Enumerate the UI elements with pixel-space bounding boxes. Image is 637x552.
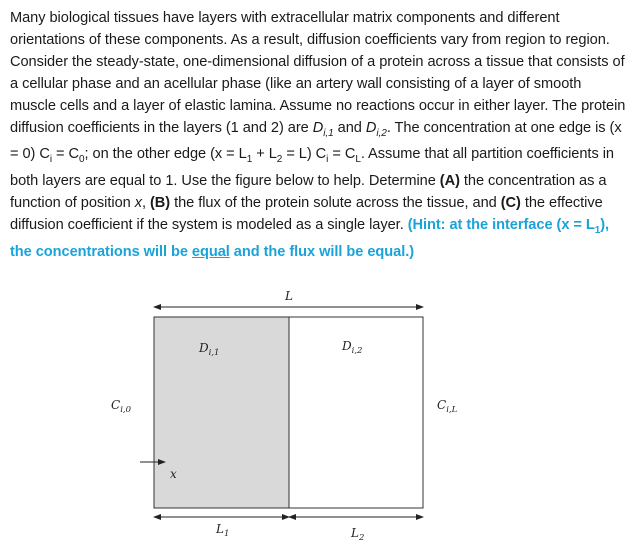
l2-subscript: 2 <box>276 154 283 166</box>
problem-text-part8: . Assume that all partition coefficients in both layers are equal to 1. Use the figure below to help. Determine <box>10 146 614 190</box>
problem-text-part2: . The concentration at one edge is (x = 0) C <box>10 119 622 163</box>
problem-text-part9: the concentration as a function of position <box>10 173 607 212</box>
cl-subscript: L <box>355 154 361 166</box>
l1-label: $L_1$ <box>216 522 230 539</box>
ci-subscript-2: i <box>326 154 329 166</box>
problem-text-part11: the flux of the protein solute across the tissue, and <box>170 195 501 212</box>
l1-subscript: 1 <box>246 154 253 166</box>
layer-2-diffusion-label: $D_{i,2}$ <box>342 339 363 356</box>
total-length-label: L <box>285 289 293 303</box>
problem-text-part4: ; on the other edge (x = L <box>84 146 247 163</box>
l2-label: $L_2$ <box>351 526 365 543</box>
x-axis-label: x <box>170 467 177 481</box>
right-concentration-label: $C_{i,L}$ <box>437 398 458 415</box>
problem-text-part3: = C <box>52 146 80 163</box>
problem-text-part1: Many biological tissues have layers with extracellular matrix components and different orientations of these components. As a result, diffusion coefficients vary from region to region. Consider the steady-state, one-dimensional diffusion of a protein across a tissue that consists of a cellular phase and an acellular phase (like an artery wall consisting of a layer of smooth muscle cells and a layer of elastic lamina. Assume no reactions occur in either layer. The protein diffusion coefficients in the layers (1 and 2) are <box>10 10 626 136</box>
part-b-label: (B) <box>149 195 171 212</box>
part-a-label: (A) <box>439 173 460 190</box>
problem-text-part12: the effective diffusion coefficient if the system is modeled as a single layer. <box>10 195 603 233</box>
and-text: and <box>333 119 366 136</box>
problem-text-part10: , <box>141 195 150 212</box>
x-variable: x <box>134 195 142 212</box>
layer-1-diffusion-label: $D_{i,1}$ <box>199 341 220 358</box>
problem-text-part7: = C <box>328 146 356 163</box>
hint-equal-word: equal <box>191 243 230 260</box>
part-c-label: (C) <box>500 195 521 212</box>
hint-text: (Hint: at the interface $(x = L_1)$, the concentrations will be equal and the flux will be equal.) <box>10 216 610 260</box>
ci-subscript: i <box>49 154 53 166</box>
problem-text-part6: = L) C <box>282 146 327 163</box>
diffusion-coefficient-1: $D_{i,1}$ <box>312 119 334 139</box>
diffusion-coefficient-2: $D_{i,2}$ <box>365 119 387 139</box>
c0-subscript: 0 <box>79 154 85 166</box>
left-concentration-label: $C_{i,0}$ <box>111 398 132 415</box>
problem-text-part5: + L <box>252 146 277 163</box>
